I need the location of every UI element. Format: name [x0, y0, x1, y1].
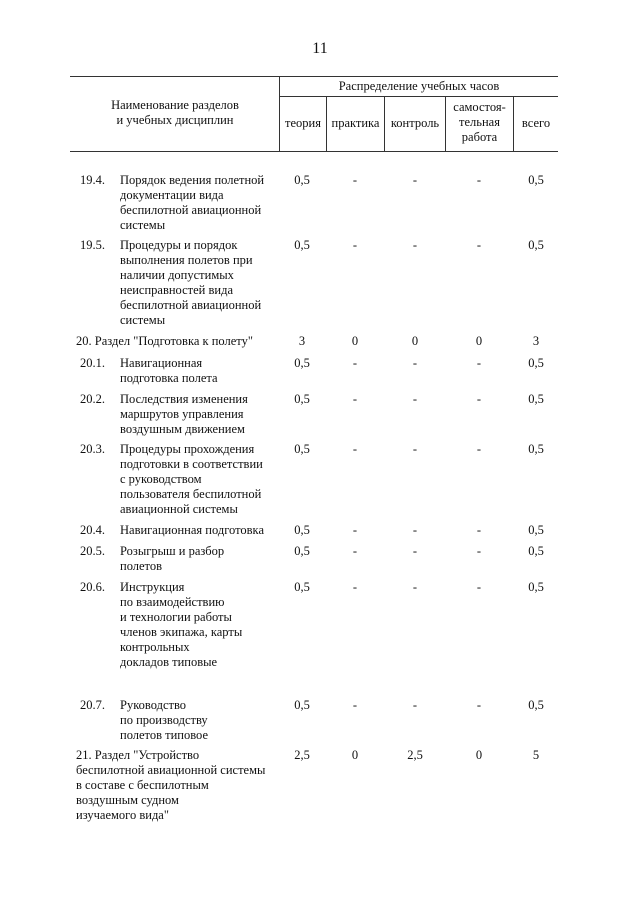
row-name: Навигационная подготовка полета	[120, 356, 218, 385]
header-sub-rule	[280, 96, 558, 97]
row-value-self-study: -	[476, 442, 482, 456]
row-value-theory: 0,5	[294, 238, 310, 252]
row-value-theory: 3	[298, 334, 306, 348]
row-value-self-study: -	[476, 173, 482, 187]
row-value-theory: 2,5	[294, 748, 310, 762]
row-value-control: -	[412, 356, 418, 370]
row-name: Процедуры и порядок выполнения полетов при наличии допустимых неисправностей вида беспилотной авиационной системы	[120, 238, 262, 327]
row-code: 19.5.	[80, 238, 105, 252]
row-value-self-study: -	[476, 238, 482, 252]
row-value-total: 0,5	[528, 392, 544, 406]
row-value-total: 0,5	[528, 442, 544, 456]
row-value-total: 0,5	[528, 580, 544, 594]
header-col-practice: практика	[331, 116, 380, 130]
section-title: 20. Раздел "Подготовка к полету"	[76, 334, 253, 348]
row-name: Инструкция по взаимодействию и технологии работы членов экипажа, карты контрольных докладов типовые	[120, 580, 243, 669]
row-value-theory: 0,5	[294, 698, 310, 712]
row-value-control: -	[412, 442, 418, 456]
row-name: Розыгрыш и разбор полетов	[120, 544, 225, 573]
table-top-rule	[70, 76, 558, 77]
row-value-practice: 0	[351, 748, 359, 762]
row-code: 19.4.	[80, 173, 105, 187]
header-col-self-study: самостоя- тельная работа	[453, 100, 506, 144]
row-code: 20.5.	[80, 544, 105, 558]
row-value-control: -	[412, 392, 418, 406]
row-value-total: 0,5	[528, 356, 544, 370]
row-code: 20.1.	[80, 356, 105, 370]
row-value-control: -	[412, 173, 418, 187]
row-value-practice: -	[352, 523, 358, 537]
row-value-control: -	[412, 523, 418, 537]
row-value-control: 0	[411, 334, 419, 348]
row-value-self-study: -	[476, 544, 482, 558]
row-value-theory: 0,5	[294, 173, 310, 187]
row-code: 20.2.	[80, 392, 105, 406]
row-value-total: 0,5	[528, 238, 544, 252]
row-value-theory: 0,5	[294, 580, 310, 594]
header-col-theory: теория	[285, 116, 321, 130]
row-code: 20.7.	[80, 698, 105, 712]
row-value-practice: -	[352, 442, 358, 456]
row-value-self-study: 0	[475, 334, 483, 348]
row-value-theory: 0,5	[294, 356, 310, 370]
row-value-theory: 0,5	[294, 544, 310, 558]
row-value-practice: -	[352, 356, 358, 370]
row-code: 20.4.	[80, 523, 105, 537]
row-name: Навигационная подготовка	[120, 523, 264, 537]
row-value-total: 0,5	[528, 523, 544, 537]
row-code: 20.6.	[80, 580, 105, 594]
page-number: 11	[312, 40, 328, 57]
row-value-control: 2,5	[407, 748, 423, 762]
row-value-total: 0,5	[528, 173, 544, 187]
row-value-self-study: -	[476, 356, 482, 370]
row-value-self-study: -	[476, 392, 482, 406]
row-value-self-study: -	[476, 698, 482, 712]
row-value-control: -	[412, 544, 418, 558]
row-value-practice: -	[352, 580, 358, 594]
row-value-control: -	[412, 698, 418, 712]
header-name-column: Наименование разделов и учебных дисциплин	[111, 98, 239, 127]
row-code: 20.3.	[80, 442, 105, 456]
row-value-control: -	[412, 238, 418, 252]
row-value-total: 5	[532, 748, 540, 762]
row-value-practice: -	[352, 173, 358, 187]
section-title: 21. Раздел "Устройство беспилотной авиационной системы в составе с беспилотным воздушным судном изучаемого вида"	[76, 748, 266, 822]
row-value-practice: -	[352, 544, 358, 558]
row-value-control: -	[412, 580, 418, 594]
row-value-total: 3	[532, 334, 540, 348]
header-bottom-rule	[70, 151, 558, 152]
row-value-self-study: -	[476, 523, 482, 537]
row-name: Последствия изменения маршрутов управления воздушным движением	[120, 392, 248, 436]
row-value-theory: 0,5	[294, 523, 310, 537]
row-name: Порядок ведения полетной документации вида беспилотной авиационной системы	[120, 173, 265, 232]
row-value-self-study: -	[476, 580, 482, 594]
row-value-theory: 0,5	[294, 442, 310, 456]
header-col-total: всего	[521, 116, 551, 130]
row-value-self-study: 0	[475, 748, 483, 762]
row-value-theory: 0,5	[294, 392, 310, 406]
row-value-practice: -	[352, 698, 358, 712]
row-value-practice: -	[352, 392, 358, 406]
row-value-practice: -	[352, 238, 358, 252]
row-name: Процедуры прохождения подготовки в соответствии с руководством пользователя беспилотной авиационной системы	[120, 442, 263, 516]
row-value-total: 0,5	[528, 544, 544, 558]
header-col-control: контроль	[390, 116, 440, 130]
header-distribution: Распределение учебных часов	[338, 79, 500, 93]
row-value-practice: 0	[351, 334, 359, 348]
row-name: Руководство по производству полетов типовое	[120, 698, 208, 742]
row-value-total: 0,5	[528, 698, 544, 712]
